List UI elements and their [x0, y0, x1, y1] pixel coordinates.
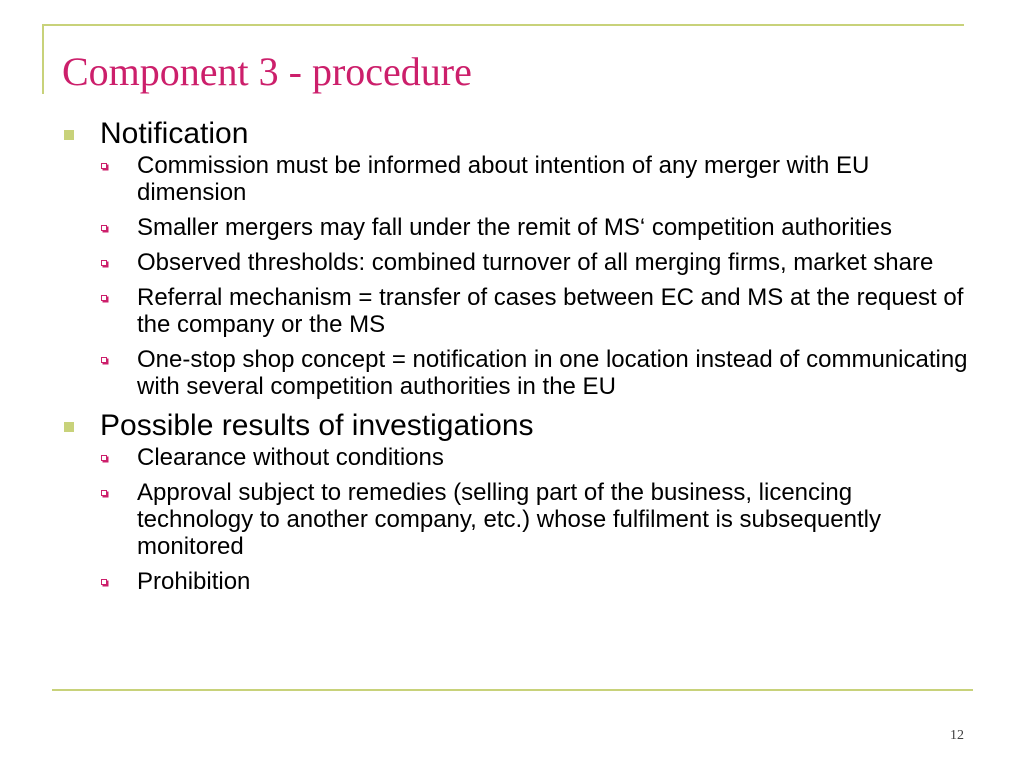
- shadowed-square-bullet-icon: [101, 163, 107, 169]
- sub-list: [100, 152, 968, 400]
- left-rule: [42, 24, 44, 94]
- shadowed-square-bullet-icon: [101, 295, 107, 301]
- page-number: 12: [950, 728, 964, 743]
- list-item: [100, 214, 968, 241]
- list-item: [100, 346, 968, 400]
- bullet-list: [58, 116, 968, 603]
- shadowed-square-bullet-icon: [101, 357, 107, 363]
- list-item-text: Clearance without conditions: [137, 444, 444, 471]
- list-item-text: Prohibition: [137, 568, 251, 595]
- top-rule: [42, 24, 964, 26]
- filled-square-bullet-icon: [64, 130, 74, 140]
- slide-title: Component 3 - procedure: [62, 49, 472, 94]
- bottom-rule: [52, 689, 973, 691]
- filled-square-bullet-icon: [64, 422, 74, 432]
- section-heading: Notification: [100, 117, 249, 150]
- shadowed-square-bullet-icon: [101, 455, 107, 461]
- section-possible-results: [58, 408, 968, 595]
- list-item-text: Approval subject to remedies (selling part of the business, licencing technology to another company, etc.) whose fulfilment is subsequently monitored: [137, 479, 881, 560]
- list-item: [100, 444, 968, 471]
- list-item-text: One-stop shop concept = notification in one location instead of communicating with several competition authorities in the EU: [137, 346, 968, 400]
- sub-list: [100, 444, 968, 595]
- shadowed-square-bullet-icon: [101, 490, 107, 496]
- list-item: [100, 568, 968, 595]
- list-item: [100, 284, 968, 338]
- list-item: [100, 152, 968, 206]
- list-item: [100, 249, 968, 276]
- list-item: [100, 479, 968, 560]
- list-item-text: Observed thresholds: combined turnover of all merging firms, market share: [137, 249, 934, 276]
- list-item-text: Smaller mergers may fall under the remit of MS‘ competition authorities: [137, 214, 892, 241]
- shadowed-square-bullet-icon: [101, 260, 107, 266]
- shadowed-square-bullet-icon: [101, 225, 107, 231]
- list-item-text: Referral mechanism = transfer of cases between EC and MS at the request of the company or the MS: [137, 284, 964, 338]
- section-notification: [58, 116, 968, 400]
- shadowed-square-bullet-icon: [101, 579, 107, 585]
- section-heading: Possible results of investigations: [100, 409, 534, 442]
- list-item-text: Commission must be informed about intention of any merger with EU dimension: [137, 152, 870, 206]
